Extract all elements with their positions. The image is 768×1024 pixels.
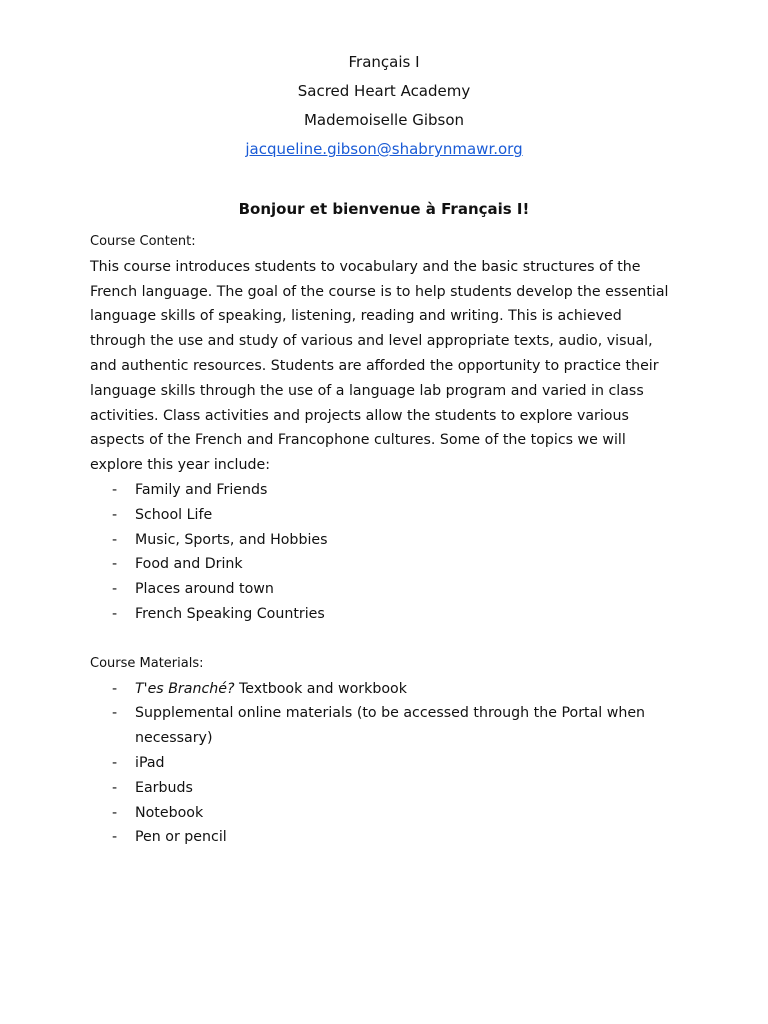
list-item: [90, 677, 680, 702]
dash-marker: -: [112, 754, 118, 771]
list-item: [90, 478, 680, 503]
topic-text: School Life: [135, 506, 213, 523]
list-item: [90, 701, 680, 751]
dash-marker: -: [112, 531, 118, 548]
material-text: Earbuds: [135, 779, 193, 796]
dash-marker: -: [112, 779, 118, 796]
material-text: Supplemental online materials (to be accessed through the Portal when necessary): [135, 705, 646, 747]
dash-marker: -: [112, 506, 118, 523]
dash-marker: -: [112, 481, 118, 498]
dash-marker: -: [112, 705, 118, 722]
dash-marker: -: [112, 680, 118, 697]
textbook-description: Textbook and workbook: [234, 680, 407, 697]
list-item: [90, 776, 680, 801]
email-link[interactable]: jacqueline.gibson@shabrynmawr.org: [245, 140, 523, 158]
material-text: Notebook: [135, 804, 204, 821]
list-item: [90, 751, 680, 776]
dash-marker: -: [112, 804, 118, 821]
dash-marker: -: [112, 581, 118, 598]
list-item: [90, 825, 680, 850]
textbook-title: T'es Branché?: [135, 680, 235, 697]
school-name: Sacred Heart Academy: [297, 82, 471, 100]
list-item: [90, 503, 680, 528]
list-item: [90, 528, 680, 553]
dash-marker: -: [112, 829, 118, 846]
course-content-label: Course Content:: [90, 234, 196, 249]
topic-text: Family and Friends: [135, 481, 268, 498]
topic-text: Places around town: [135, 581, 274, 598]
course-content-paragraph: This course introduces students to vocabulary and the basic structures of the French language. The goal of the course is to help students develop the essential language skills of speaking, listening, reading and writing. This is achieved through the use and study of various and level appropriate texts, audio, visual, and authentic resources. Students are afforded the opportunity to practice their language skills through the use of a language lab program and varied in class activities. Class activities and projects allow the students to explore various aspects of the French and Francophone cultures. Some of the topics we will explore this year include:: [90, 258, 669, 474]
list-item: [90, 801, 680, 826]
course-materials-label: Course Materials:: [90, 655, 204, 671]
teacher-name: Mademoiselle Gibson: [303, 111, 465, 129]
document-body: [90, 230, 680, 850]
list-item: [90, 602, 680, 627]
materials-list: [90, 677, 680, 851]
list-item: [90, 552, 680, 577]
topic-text: Music, Sports, and Hobbies: [135, 531, 328, 548]
topic-text: Food and Drink: [135, 556, 243, 573]
welcome-heading: Bonjour et bienvenue à Français I!: [238, 200, 530, 218]
material-text: Pen or pencil: [135, 829, 227, 846]
section-spacer: [90, 627, 680, 652]
list-item: [90, 577, 680, 602]
course-title: Français I: [348, 53, 420, 71]
topics-list: [90, 478, 680, 627]
document-header: [0, 48, 768, 164]
dash-marker: -: [112, 605, 118, 622]
dash-marker: -: [112, 556, 118, 573]
material-text: iPad: [135, 754, 165, 771]
topic-text: French Speaking Countries: [135, 605, 325, 622]
